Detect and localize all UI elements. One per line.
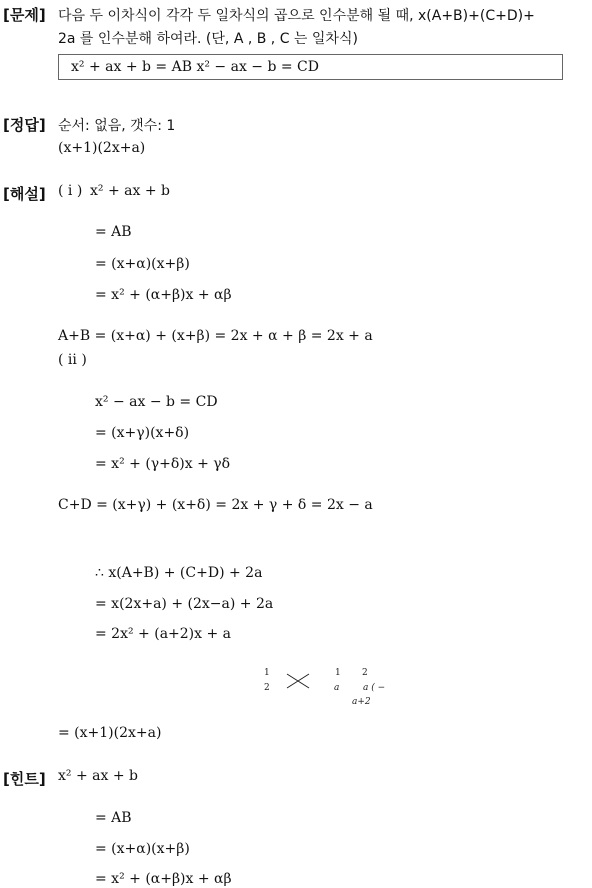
part2-step: = (x+γ)(x+δ) [95, 425, 190, 441]
diagram-left-bottom: 2 [264, 683, 270, 693]
part2-sum: C+D = (x+γ) + (x+δ) = 2x + γ + δ = 2x − a [58, 497, 373, 513]
hint-step: = AB [95, 810, 132, 826]
answer-meta: 순서: 없음, 갯수: 1 [58, 118, 176, 134]
diagram-right-top-1: 1 [335, 668, 341, 678]
part1-step: = x² + (α+β)x + αβ [95, 287, 232, 303]
part2-step: = x² + (γ+δ)x + γδ [95, 456, 231, 472]
answer-value: (x+1)(2x+a) [58, 140, 146, 156]
final-step: = x(2x+a) + (2x−a) + 2a [95, 596, 274, 612]
solution-result: = (x+1)(2x+a) [58, 725, 162, 741]
problem-tag: [문제] [3, 6, 46, 24]
part1-step: = (x+α)(x+β) [95, 256, 190, 272]
hint-step: = x² + (α+β)x + αβ [95, 871, 232, 887]
part2-label: ( ii ) [58, 352, 87, 368]
answer-tag: [정답] [3, 116, 46, 134]
diagram-right-top-2: 2 [362, 668, 368, 678]
diagram-right-mid-2: a ( − [363, 683, 386, 693]
part2-step: x² − ax − b = CD [95, 394, 218, 410]
part1-step: = AB [95, 224, 132, 240]
diagram-left-top: 1 [264, 668, 270, 678]
final-step: ∴ x(A+B) + (C+D) + 2a [95, 565, 263, 581]
cross-multiplication-diagram [255, 662, 395, 708]
hint-step: = (x+α)(x+β) [95, 841, 190, 857]
hint-tag: [힌트] [3, 770, 46, 788]
part1-expr: x² + ax + b [90, 183, 170, 199]
part1-label: ( i ) [58, 183, 83, 199]
solution-tag: [해설] [3, 185, 46, 203]
diagram-right-mid-1: a [334, 683, 340, 693]
part1-sum: A+B = (x+α) + (x+β) = 2x + α + β = 2x + a [58, 328, 373, 344]
given-equations-box [58, 54, 563, 80]
given-equations: x² + ax + b = AB x² − ax − b = CD [71, 59, 319, 75]
hint-expr: x² + ax + b [58, 768, 138, 784]
problem-text-line2: 2a 를 인수분해 하여라. (단, A , B , C 는 일차식) [58, 31, 358, 47]
problem-text-line1: 다음 두 이차식이 각각 두 일차식의 곱으로 인수분해 될 때, x(A+B)+(C+D)+ [58, 8, 535, 24]
diagram-right-bottom: a+2 [352, 697, 371, 707]
final-step: = 2x² + (a+2)x + a [95, 626, 232, 642]
